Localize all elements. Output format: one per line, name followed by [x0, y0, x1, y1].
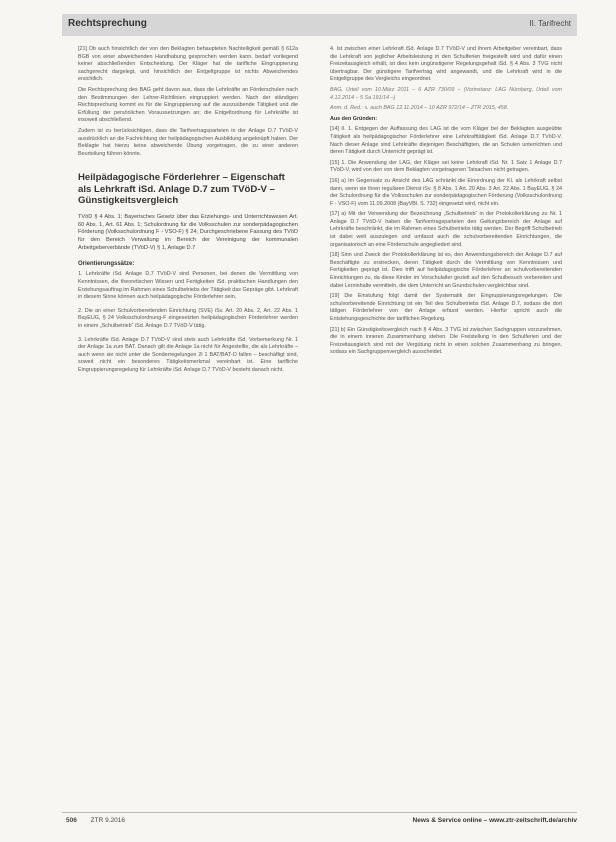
- reasons-title: Aus den Gründen:: [330, 115, 378, 122]
- reasons-paragraph: [19] Die Einstufung folgt damit der Systematik der Eingruppierungsregelungen. Die schulvorbereitende Einrichtung ist ein Teil des Schulbetriebs iSd. Anlage D.7, sodass die dort tätigen Förderlehrer von der Anlage erfasst werden. Hierfür spricht auch die Entstehungsgeschichte der tariflichen Regelung.: [330, 293, 562, 322]
- reasons-paragraph: [18] Sinn und Zweck der Protokollerklärung ist es, den Anwendungsbereich der Anlage D.7 auf Beschäftigte zu erstrecken, deren Tätigkeit durch die Vermittlung von Kenntnissen und Fertigkeiten geprägt ist. Dies trifft auf heilpädagogische Förderlehrer an schulvorbereitenden Einrichtungen zu, da diese Kinder im Vorschulalter gezielt auf den Schulbesuch vorbereiten und dabei Lerninhalte vermitteln, die dem Unterricht an Grundschulen vergleichbar sind.: [330, 252, 562, 289]
- right-column: [330, 46, 562, 360]
- article-title: Heilpädagogische Förderlehrer – Eigenschaft als Lehrkraft iSd. Anlage D.7 zum TVöD-V – Günstigkeitsvergleich: [78, 172, 285, 207]
- orientation-item: 1. Lehrkräfte iSd. Anlage D.7 TVöD-V sind Personen, bei denen die Vermittlung von Kenntnissen, die theoretischen Wissen und Fertigkeiten iSd. praktischen Handlungen den Erziehungsauftrag im Rahmen eines Schulbetriebs der Tätigkeit das Gepräge gibt. Lehrkraft in diesem Sinne können auch heilpädagogische Förderlehrer sein.: [78, 271, 298, 301]
- journal-issue: ZTR 9.2016: [90, 817, 125, 824]
- reasons-paragraph: [17] a) Mit der Verwendung der Bezeichnung „Schulbetrieb“ in der Protokollerklärung zu Nr. 1 Anlage D.7 TVöD-V haben die Tarifvertragsparteien den Geltungsbereich der Anlage auf Lehrkräfte beschränkt, die im Rahmen eines Schulbetriebs tätig werden. Der Begriff Schulbetrieb ist dabei weit auszulegen und umfasst auch die schulvorbereitenden Einrichtungen, die organisatorisch an eine Förderschule angegliedert sind.: [330, 211, 562, 248]
- body-paragraph: Die Rechtsprechung des BAG geht davon aus, dass die Lehrkräfte an Förderschulen nach den Bestimmungen der Lehrer-Richtlinien eingruppiert werden. Nach der ständigen Rechtsprechung kommt es für die Eingruppierung auf die auszuübende Tätigkeit und die Erfüllung der persönlichen Voraussetzungen an; die Entgeltordnung für Lehrkräfte ist insoweit abschließend.: [78, 86, 298, 124]
- section-category: II. Tarifrecht: [529, 19, 571, 28]
- reasons-paragraph: [14] II. 1. Entgegen der Auffassung des LAG ist die vom Kläger bei der Beklagten ausgeübte Tätigkeit als heilpädagogischer Förderlehrer eine Lehrkrafttätigkeit iSd. Anlage D.7 TVöD-V. Nach dieser Anlage sind Lehrkräfte diejenigen Beschäftigten, die an Schulen unterrichten und deren Tätigkeit durch Unterricht geprägt ist.: [330, 126, 562, 156]
- archive-link[interactable]: News & Service online – www.ztr-zeitschrift.de/archiv: [412, 817, 577, 824]
- footer-page-info: [66, 817, 125, 824]
- left-column: [78, 46, 298, 381]
- page-footer: [62, 812, 577, 829]
- page-header: [62, 14, 577, 36]
- orientation-item: 3. Lehrkräfte iSd. Anlage D.7 TVöD-V sind stets auch Lehrkräfte iSd. Vorbemerkung Nr. 1 der Anlage 1a zum BAT. Danach gilt die Anlage 1a nicht für Angestellte, die als Lehrkräfte – auch wenn sie nicht unter die Sonderregelungen 2l 1 BAT/BAT-O fallen – beschäftigt sind, soweit nicht ein besonderes Tätigkeitsmerkmal vereinbart ist. Eine tarifliche Eingruppierungsregelung für Lehrkräfte iSd. Anlage D.7 TVöD-V besteht danach nicht.: [78, 336, 298, 373]
- reasons-paragraph: [16] a) Im Gegensatz zu Ansicht des LAG schränkt die Einordnung der Kl. als Lehrkraft selbst dann, wenn sie ihren regulären Dienst iSv. § 8 Abs. 1 Art. 20 Abs. 3 Art. 22 Abs. 1 BayEUG, § 24 der Schulordnung für die Volksschulen zur sonderpädagogischen Förderung (Volksschulordnung F - VSO-F) vom 11.09.2008 (BayVBl. S. 732) eingesetzt wird, nicht ein.: [330, 177, 562, 207]
- body-paragraph: [21] Ob auch hinsichtlich der von den Beklagten behaupteten Nachteiligkeit gemäß § 612a BGB von einer abweichenden Handhabung gesprochen werden kann, bedarf vorliegend keiner abschließenden Entscheidung. Der Kläger hat die tarifliche Eingruppierung sachgerecht dargelegt, und hinsichtlich der Entgeltgruppe ist nichts Abweichendes ersichtlich.: [78, 46, 298, 83]
- orientation-title: Orientierungssätze:: [78, 260, 135, 267]
- editor-note: Anm. d. Red.: s. auch BAG 12.11.2014 – 10 AZR 972/14 – ZTR 2015, 458.: [330, 105, 509, 112]
- orientation-item: 2. Die an einer Schulvorbereitenden Einrichtung (SVE) iSv. Art. 20 Abs. 2, Art. 22 Abs. 1 BayEUG, § 24 Volksschulordnung-F eingesetzten heilpädagogischen Förderlehrer werden in einem „Schulbetrieb“ iSd. Anlage D.7 TVöD-V tätig.: [78, 307, 298, 329]
- reasons-paragraph: [21] b) Ein Günstigkeitsvergleich nach § 4 Abs. 3 TVG ist zwischen Sachgruppen vorzunehmen, die in einem inneren Zusammenhang stehen. Die Freistellung in den Schulferien und der Freizeitausgleich sind mit der Vergütung nicht in einen solchen Zusammenhang zu bringen, sodass ein Sachgruppenvergleich ausscheidet.: [330, 326, 562, 356]
- court-source: BAG, Urteil vom 10.März 2011 – 6 AZR 730/09 – (Vorinstanz: LAG Nürnberg, Urteil vom 4.12.2014 – 5 Sa 191/14 –): [330, 86, 562, 101]
- body-paragraph: Zudem ist zu berücksichtigen, dass die Tarifvertragsparteien in der Anlage D.7 TVöD-V ausdrücklich an die Fachrichtung der heilpädagogischen Ausbildung angeknüpft haben. Der Beklagte hat hierzu keine abweichende Übung vorgetragen, die zu einer anderen Beurteilung führen könnte.: [78, 127, 298, 157]
- orientation-item: 4. Ist zwischen einer Lehrkraft iSd. Anlage D.7 TVöD-V und ihrem Arbeitgeber vereinbart, dass die Lehrkraft von jeglicher Arbeitsleistung in den Schulferien freigestellt wird und dafür einen Freizeitausgleich erhält, ist dies kein ungünstigerer Regelungsgehalt iSd. § 4 Abs. 3 TVG nicht übertragbar. Der günstigere Tarifvertrag wird angewandt, und die Lehrkraft wird in die Entgeltgruppe des Vergleichs eingeordnet.: [330, 46, 562, 83]
- article-lead: TVöD § 4 Abs. 1; Bayerisches Gesetz über das Erziehungs- und Unterrichtswesen Art. 60 Abs. 1, Art. 61 Abs. 1; Schulordnung für die Volksschulen zur sonderpädagogischen Förderung (Volksschulordnung F - VSO-F) § 24; Durchgeschriebene Fassung des TVöD für den Bereich Verwaltung im Bereich der Vereinigung der kommunalen Arbeitgeberverbände (TVöD-V) § 1, Anlage D.7: [78, 213, 298, 251]
- reasons-paragraph: [15] 1. Die Anwendung der LAG, der Kläger sei keine Lehrkraft iSd. Nr. 1 Satz 1 Anlage D.7 TVöD-V, wird von den von dem Beklagten vorgetragenen Tatsachen nicht getragen.: [330, 159, 562, 174]
- orientation-list: [78, 271, 298, 374]
- page-number: 506: [66, 817, 77, 824]
- section-title: Rechtsprechung: [68, 18, 147, 29]
